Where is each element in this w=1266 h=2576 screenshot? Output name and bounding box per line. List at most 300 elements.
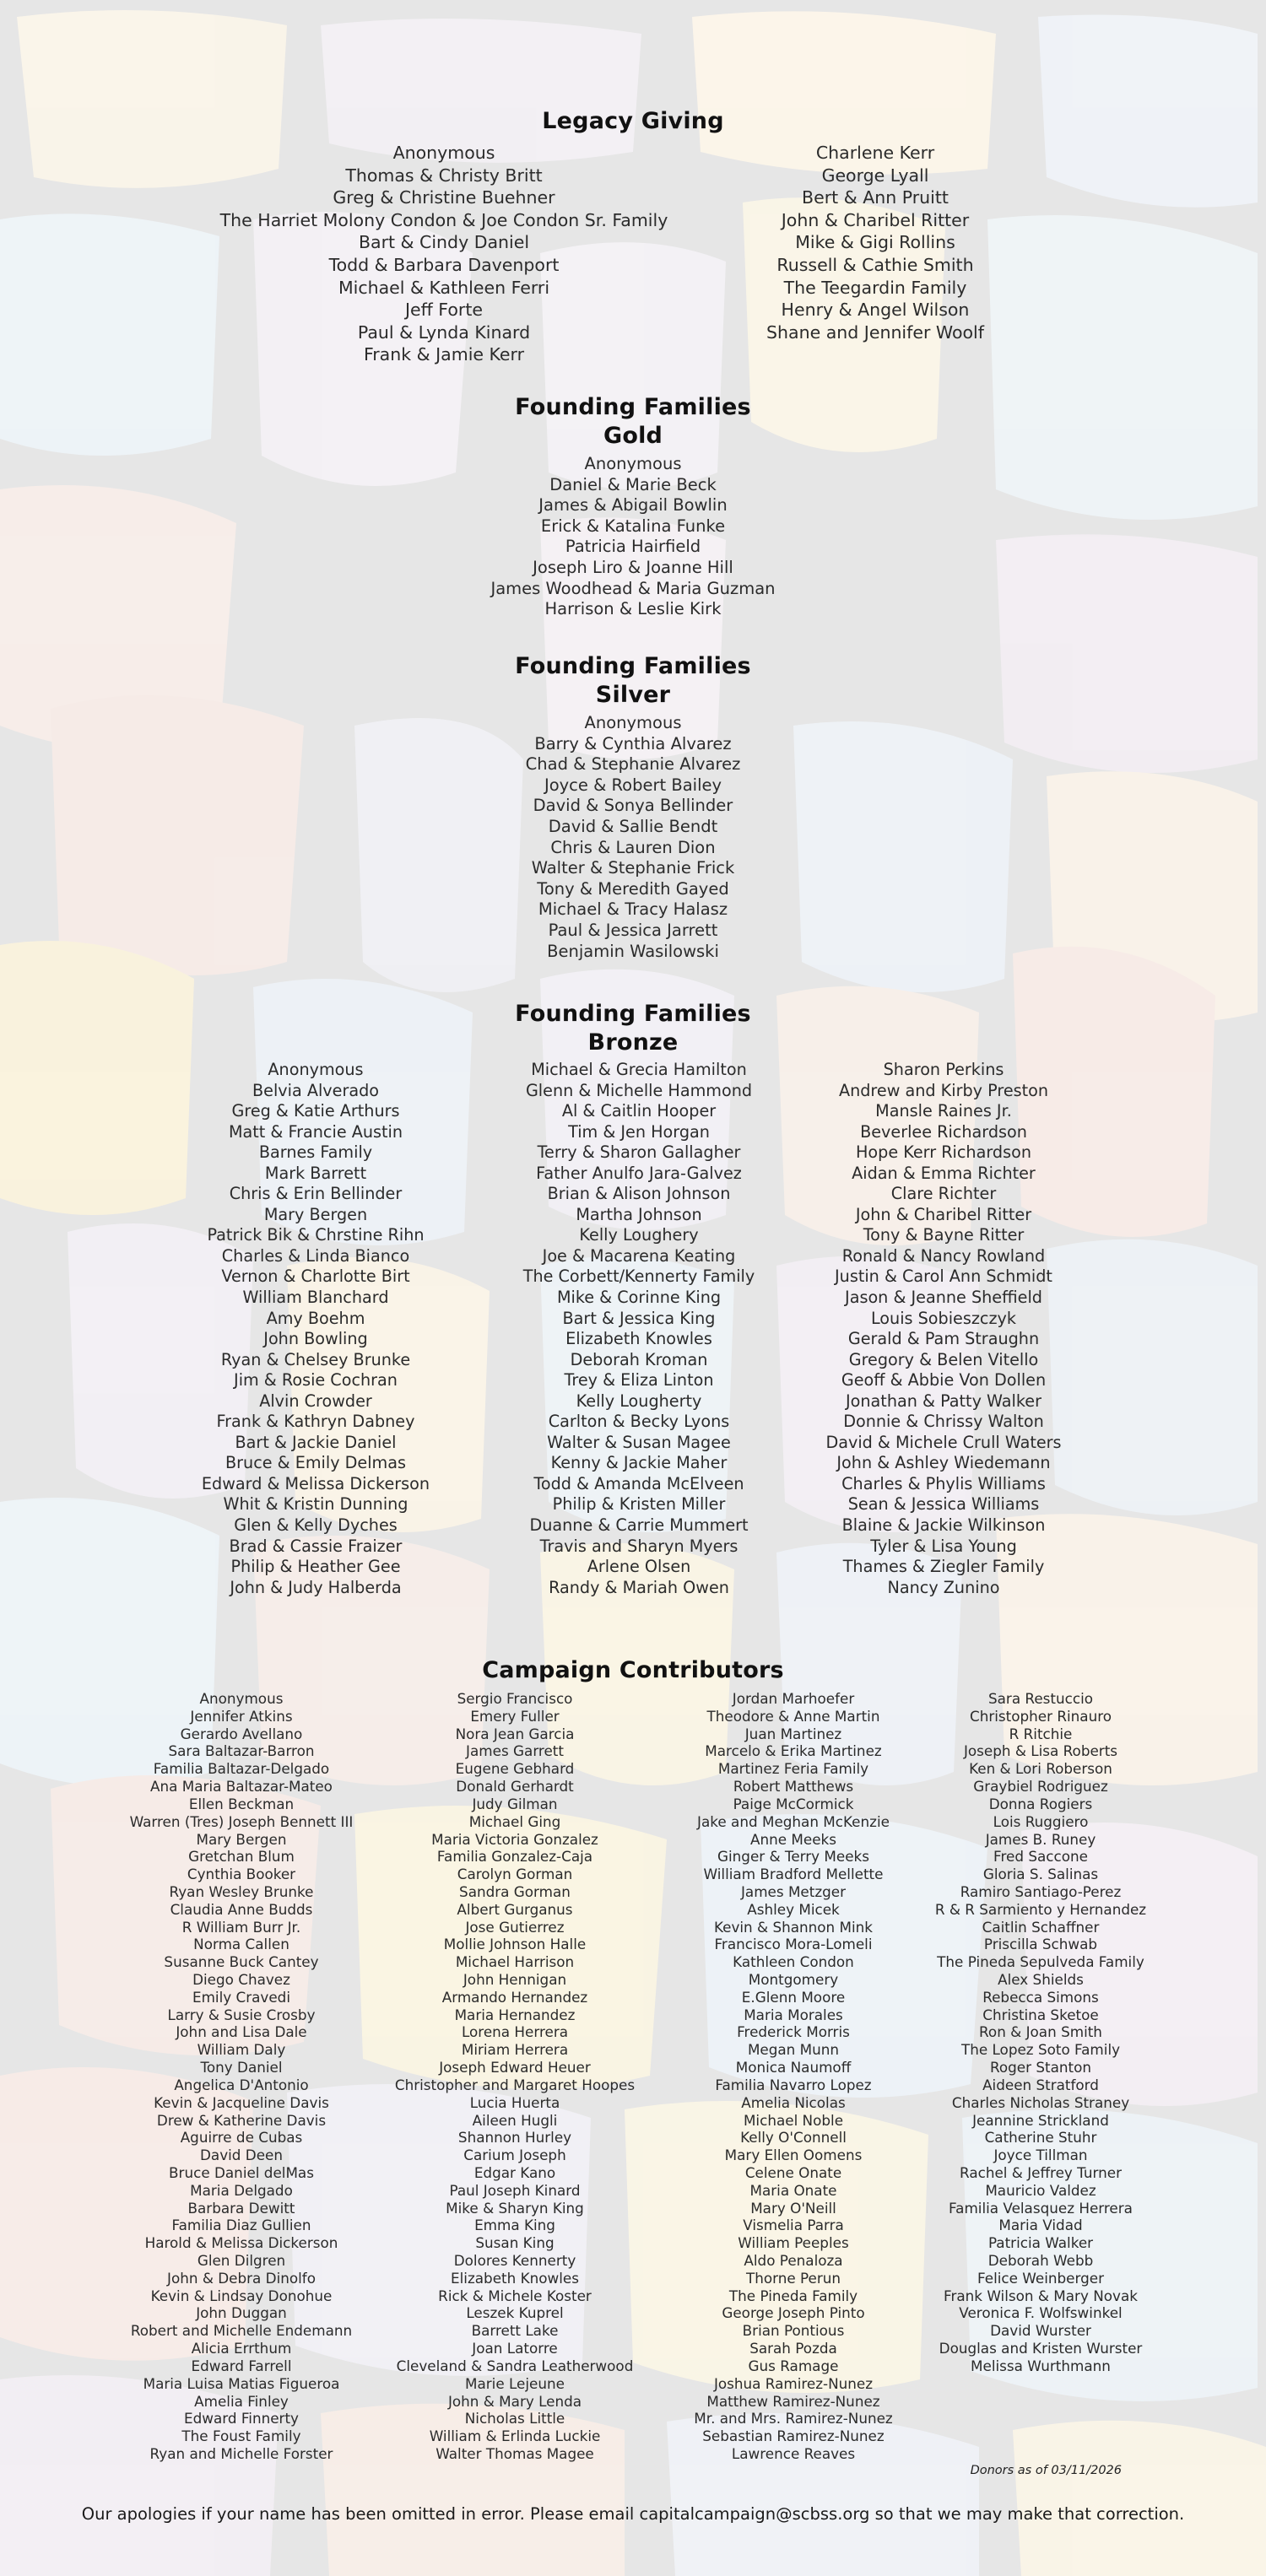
donor-name: John & Charibel Ritter <box>781 209 970 230</box>
donor-name: Kathleen Condon <box>733 1953 854 1971</box>
donor-name: Vismelia Parra <box>743 2217 844 2234</box>
donor-name: Dolores Kennerty <box>453 2252 576 2269</box>
donor-name: Roger Stanton <box>989 2059 1092 2076</box>
donor-name: Joyce & Robert Bailey <box>544 775 722 795</box>
donor-name: Familia Navarro Lopez <box>715 2076 872 2093</box>
donor-name: Brian & Alison Johnson <box>547 1184 731 1204</box>
donor-name: Thames & Ziegler Family <box>842 1557 1045 1577</box>
donor-name: Familia Baltazar-Delgado <box>153 1760 330 1778</box>
donor-name: Alex Shields <box>998 1971 1084 1988</box>
donor-name: Michael & Kathleen Ferri <box>338 277 550 298</box>
donor-name: Glen & Kelly Dyches <box>234 1515 398 1536</box>
donor-name: Familia Velasquez Herrera <box>949 2199 1133 2217</box>
campaign-column-2 <box>367 1690 663 2463</box>
donor-name: Barrett Lake <box>471 2322 559 2340</box>
donor-name: Familia Diaz Gullien <box>171 2217 311 2234</box>
donor-name: Todd & Amanda McElveen <box>533 1473 744 1493</box>
donor-name: Cleveland & Sandra Leatherwood <box>396 2357 634 2374</box>
donor-name: Bert & Ann Pruitt <box>802 187 949 208</box>
donor-name: Maria Hernandez <box>454 2006 576 2023</box>
donor-name: Edward & Melissa Dickerson <box>201 1473 430 1493</box>
donor-name: Nora Jean Garcia <box>455 1725 575 1742</box>
donor-name: Priscilla Schwab <box>983 1936 1098 1953</box>
donor-name: Amelia Finley <box>194 2392 289 2410</box>
donor-name: Barbara Dewitt <box>187 2199 295 2217</box>
donor-name: The Harriet Molony Condon & Joe Condon Sr. Family <box>219 209 668 230</box>
donor-name: Mike & Corinne King <box>556 1288 722 1308</box>
donor-name: Mary Bergen <box>263 1204 368 1224</box>
donor-name: James Metzger <box>740 1882 847 1900</box>
donor-name: Joseph Edward Heuer <box>439 2059 591 2076</box>
donor-name: Aileen Hugli <box>472 2111 558 2129</box>
donor-name: Jose Gutierrez <box>465 1918 565 1936</box>
donor-name: Kelly Lougherty <box>576 1391 702 1411</box>
donor-name: The Pineda Sepulveda Family <box>937 1953 1144 1971</box>
donor-name: Jeff Forte <box>405 300 483 321</box>
donor-name: Joseph & Lisa Roberts <box>963 1742 1118 1760</box>
donor-name: Edward Farrell <box>191 2357 292 2374</box>
donor-name: Gretchan Blum <box>188 1848 295 1866</box>
donor-name: The Pineda Family <box>728 2287 858 2304</box>
donor-name: Caitlin Schaffner <box>982 1918 1100 1936</box>
donor-name: Joe & Macarena Keating <box>542 1245 736 1266</box>
donor-name: William Peeples <box>738 2234 849 2252</box>
donor-name: Harrison & Leslie Kirk <box>544 599 722 619</box>
donor-name: Gloria S. Salinas <box>982 1866 1099 1883</box>
donor-name: Blaine & Jackie Wilkinson <box>841 1515 1046 1536</box>
donor-name: Bart & Jackie Daniel <box>235 1432 397 1452</box>
donor-name: Thorne Perun <box>745 2269 841 2287</box>
donor-name: Jennifer Atkins <box>190 1707 293 1725</box>
donor-name: Donna Rogiers <box>988 1795 1093 1812</box>
donor-name: Paul & Jessica Jarrett <box>548 920 718 940</box>
donor-name: John and Lisa Dale <box>176 2023 307 2041</box>
donor-name: Melissa Wurthmann <box>971 2357 1111 2374</box>
gold-heading-line2: Gold <box>603 423 663 449</box>
donor-name: David & Sonya Bellinder <box>533 796 733 816</box>
donor-name: Mike & Sharyn King <box>446 2199 584 2217</box>
donor-name: Maria Onate <box>749 2181 837 2199</box>
donor-name: Belvia Alverado <box>252 1080 380 1100</box>
donor-name: Ryan Wesley Brunke <box>169 1882 314 1900</box>
donor-name: Norma Callen <box>193 1936 289 1953</box>
donor-name: Mollie Johnson Halle <box>443 1936 587 1953</box>
donor-name: Drew & Katherine Davis <box>156 2111 327 2129</box>
bronze-column-2 <box>495 1060 782 1598</box>
donor-name: Charles & Linda Bianco <box>221 1245 410 1266</box>
donor-name: Mansle Raines Jr. <box>875 1101 1012 1121</box>
campaign-column-3 <box>675 1690 912 2463</box>
donor-name: Christopher Rinauro <box>969 1707 1112 1725</box>
donor-name: The Foust Family <box>181 2427 301 2445</box>
donor-name: John Hennigan <box>463 1971 567 1988</box>
silver-heading-line2: Silver <box>595 682 671 708</box>
donor-name: Tim & Jen Horgan <box>568 1121 710 1142</box>
donor-name: Clare Richter <box>890 1184 997 1204</box>
donor-name: R Ritchie <box>1009 1725 1073 1742</box>
donor-name: Sandra Gorman <box>459 1882 571 1900</box>
donor-name: Charles Nicholas Straney <box>951 2093 1130 2111</box>
donor-name: Frederick Morris <box>737 2023 850 2041</box>
donor-name: Jim & Rosie Cochran <box>234 1370 398 1391</box>
donor-name: Alvin Crowder <box>259 1391 372 1411</box>
donor-name: Christopher and Margaret Hoopes <box>394 2076 636 2093</box>
donor-name: Gerald & Pam Straughn <box>847 1329 1040 1349</box>
donor-name: Paul Joseph Kinard <box>449 2181 581 2199</box>
donor-name: John & Debra Dinolfo <box>167 2269 316 2287</box>
omission-apology-footer: Our apologies if your name has been omitted in error. Please email capitalcampaign@scbss.org so that we may make that correction. <box>81 2504 1185 2524</box>
donor-name: Tyler & Lisa Young <box>870 1536 1017 1556</box>
donor-name: Ken & Lori Roberson <box>969 1760 1112 1778</box>
legacy-giving-heading: Legacy Giving <box>542 108 724 134</box>
donor-name: Ronald & Nancy Rowland <box>841 1245 1046 1266</box>
donor-name: Patricia Hairfield <box>565 537 701 557</box>
donor-name: Ginger & Terry Meeks <box>717 1848 869 1866</box>
donor-name: Ryan & Chelsey Brunke <box>220 1349 411 1369</box>
donor-name: Leszek Kuprel <box>466 2304 564 2322</box>
donor-name: Kenny & Jackie Maher <box>550 1453 728 1473</box>
donor-name: Harold & Melissa Dickerson <box>144 2234 338 2252</box>
donor-name: Emily Cravedi <box>192 1988 290 2006</box>
donor-name: Trey & Eliza Linton <box>564 1370 714 1391</box>
donor-name: Donald Gerhardt <box>456 1778 574 1796</box>
donor-name: Jonathan & Patty Walker <box>845 1391 1041 1411</box>
donor-name: Aldo Penaloza <box>744 2252 843 2269</box>
donor-name: Greg & Katie Arthurs <box>231 1101 400 1121</box>
donor-name: Elizabeth Knowles <box>565 1329 712 1349</box>
donor-name: Mary O'Neill <box>750 2199 836 2217</box>
donor-name: Philip & Kristen Miller <box>552 1494 726 1515</box>
donor-name: Randy & Mariah Owen <box>549 1577 729 1597</box>
donor-name: Patrick Bik & Chrstine Rihn <box>207 1225 425 1245</box>
donor-name: Daniel & Marie Beck <box>549 474 717 494</box>
donor-name: Brian Pontious <box>742 2322 845 2340</box>
donor-name: John & Judy Halberda <box>230 1577 402 1597</box>
donor-name: Anonymous <box>584 454 682 473</box>
donor-name: John & Charibel Ritter <box>855 1204 1032 1224</box>
donor-name: James Garrett <box>466 1742 564 1760</box>
donors-as-of-note: Donors as of 03/11/2026 <box>970 2464 1122 2477</box>
donor-name: Donnie & Chrissy Walton <box>843 1412 1044 1432</box>
donor-name: Amelia Nicolas <box>741 2093 846 2111</box>
donor-name: Eugene Gebhard <box>455 1760 575 1778</box>
donor-name: Walter & Stephanie Frick <box>531 858 735 878</box>
donor-name: Celene Onate <box>744 2163 842 2181</box>
donor-name: E.Glenn Moore <box>741 1988 846 2006</box>
donor-name: Mauricio Valdez <box>985 2181 1096 2199</box>
donor-name: John Duggan <box>196 2304 287 2322</box>
donor-name: Juan Martinez <box>744 1725 842 1742</box>
donor-name: Anonymous <box>199 1690 284 1707</box>
donor-name: R William Burr Jr. <box>181 1918 301 1936</box>
donor-name: William & Erlinda Luckie <box>429 2427 601 2445</box>
donor-name: Lawrence Reaves <box>731 2444 856 2462</box>
donor-name: Felice Weinberger <box>977 2269 1104 2287</box>
donor-name: Gregory & Belen Vitello <box>848 1349 1039 1369</box>
donor-name: Joseph Liro & Joanne Hill <box>533 557 733 577</box>
donor-name: Lois Ruggiero <box>993 1812 1089 1830</box>
donor-name: Bart & Jessica King <box>562 1308 716 1328</box>
donor-name: Lorena Herrera <box>461 2023 568 2041</box>
donor-name: Martha Johnson <box>576 1204 702 1224</box>
donor-name: Kelly O'Connell <box>740 2129 847 2147</box>
donor-name: Tony & Meredith Gayed <box>537 878 729 899</box>
donor-name: Walter & Susan Magee <box>547 1432 731 1452</box>
donor-name: George Joseph Pinto <box>722 2304 865 2322</box>
donor-name: Robert and Michelle Endemann <box>130 2322 353 2340</box>
donor-name: Barry & Cynthia Alvarez <box>534 733 732 753</box>
donor-name: Cynthia Booker <box>187 1866 296 1883</box>
donor-name: Chris & Lauren Dion <box>550 837 716 857</box>
donor-name: Anonymous <box>584 713 682 732</box>
donor-name: The Corbett/Kennerty Family <box>522 1266 755 1287</box>
donor-name: Al & Caitlin Hooper <box>561 1101 717 1121</box>
donor-name: Anne Meeks <box>750 1830 836 1848</box>
donor-name: Mark Barrett <box>264 1163 367 1183</box>
donor-name: Deborah Webb <box>987 2252 1094 2269</box>
donor-name: Bruce & Emily Delmas <box>225 1453 406 1473</box>
donor-name: Michael & Grecia Hamilton <box>531 1060 747 1079</box>
donor-name: Ryan and Michelle Forster <box>149 2444 333 2462</box>
donor-name: Anonymous <box>268 1060 364 1079</box>
donor-name: Father Anulfo Jara-Galvez <box>536 1163 742 1183</box>
donor-name: Alicia Errthum <box>191 2340 292 2357</box>
donor-name: Andrew and Kirby Preston <box>838 1080 1049 1100</box>
donor-name: William Blanchard <box>242 1288 389 1308</box>
donor-name: Rachel & Jeffrey Turner <box>960 2163 1122 2181</box>
donor-name: Louis Sobieszczyk <box>870 1308 1017 1328</box>
donor-name: Susan King <box>475 2234 555 2252</box>
donor-name: Gerardo Avellano <box>180 1725 303 1742</box>
donor-name: Paul & Lynda Kinard <box>357 321 531 343</box>
donor-name: James & Abigail Bowlin <box>538 495 728 516</box>
donor-name: R & R Sarmiento y Hernandez <box>934 1900 1147 1918</box>
donor-name: Jordan Marhoefer <box>732 1690 855 1707</box>
donor-name: Edward Finnerty <box>184 2410 299 2427</box>
donor-name: Rebecca Simons <box>982 1988 1099 2006</box>
donor-name: Duanne & Carrie Mummert <box>529 1515 749 1536</box>
donor-name: Claudia Anne Budds <box>170 1900 313 1918</box>
donor-name: Mr. and Mrs. Ramirez-Nunez <box>694 2410 893 2427</box>
donor-name: Robert Matthews <box>733 1778 854 1796</box>
donor-name: Michael & Tracy Halasz <box>538 899 728 920</box>
donor-name: Diego Chavez <box>192 1971 290 1988</box>
donor-name: Benjamin Wasilowski <box>547 941 719 961</box>
legacy-left-column <box>191 142 697 366</box>
donor-name: Megan Munn <box>747 2041 840 2059</box>
donor-name: Walter Thomas Magee <box>436 2444 594 2462</box>
donor-name: Maria Vidad <box>998 2217 1083 2234</box>
donor-name: Glen Dilgren <box>197 2252 286 2269</box>
donor-name: Bruce Daniel delMas <box>169 2163 314 2181</box>
donor-name: Maria Delgado <box>190 2181 293 2199</box>
donor-name: Nancy Zunino <box>887 1577 1000 1597</box>
donor-name: Glenn & Michelle Hammond <box>525 1080 753 1100</box>
campaign-column-1 <box>106 1690 376 2463</box>
donor-name: Shane and Jennifer Woolf <box>766 321 984 343</box>
donor-name: Joyce Tillman <box>993 2147 1088 2164</box>
donor-name: Whit & Kristin Dunning <box>223 1494 408 1515</box>
donor-name: Chad & Stephanie Alvarez <box>525 754 741 775</box>
donor-name: Terry & Sharon Gallagher <box>537 1142 741 1163</box>
donor-name: Douglas and Kristen Wurster <box>939 2340 1143 2357</box>
donor-name: Ramiro Santiago-Perez <box>960 1882 1122 1900</box>
silver-names-column <box>422 713 844 962</box>
donor-name: John & Mary Lenda <box>447 2392 582 2410</box>
gold-names-column <box>422 454 844 620</box>
donor-name: Carlton & Becky Lyons <box>548 1412 730 1432</box>
donor-name: Aideen Stratford <box>982 2076 1099 2093</box>
donor-name: Theodore & Anne Martin <box>706 1707 880 1725</box>
donor-name: Ana Maria Baltazar-Mateo <box>150 1778 333 1796</box>
donor-name: Emery Fuller <box>470 1707 560 1725</box>
donor-name: Carolyn Gorman <box>457 1866 573 1883</box>
donor-name: Hope Kerr Richardson <box>856 1142 1031 1163</box>
donor-name: Maria Victoria Gonzalez <box>431 1830 598 1848</box>
donor-name: Vernon & Charlotte Birt <box>221 1266 410 1287</box>
donor-name: Ellen Beckman <box>188 1795 295 1812</box>
donor-name: Mary Bergen <box>196 1830 287 1848</box>
legacy-right-column <box>706 142 1044 343</box>
donor-name: James B. Runey <box>985 1830 1096 1848</box>
donor-name: Kevin & Shannon Mink <box>713 1918 874 1936</box>
donor-name: Graybiel Rodriguez <box>973 1778 1108 1796</box>
donor-name: Jake and Meghan McKenzie <box>697 1812 890 1830</box>
donor-name: Barnes Family <box>258 1142 373 1163</box>
donor-name: Armando Hernandez <box>441 1988 588 2006</box>
donor-name: George Lyall <box>821 165 929 186</box>
donor-name: William Bradford Mellette <box>703 1866 884 1883</box>
donor-name: Mike & Gigi Rollins <box>795 232 955 253</box>
donor-name: Montgomery <box>748 1971 839 1988</box>
donor-name: The Teegardin Family <box>783 277 967 298</box>
donor-name: Marcelo & Erika Martinez <box>705 1742 882 1760</box>
campaign-contributors-heading: Campaign Contributors <box>482 1657 784 1683</box>
donor-name: Jason & Jeanne Sheffield <box>845 1288 1042 1308</box>
donor-name: Bart & Cindy Daniel <box>358 232 530 253</box>
donor-name: Frank Wilson & Mary Novak <box>944 2287 1138 2304</box>
donor-name: Brad & Cassie Fraizer <box>229 1536 403 1556</box>
donor-name: Susanne Buck Cantey <box>164 1953 319 1971</box>
donor-name: Warren (Tres) Joseph Bennett III <box>129 1812 354 1830</box>
donor-name: John Bowling <box>263 1329 368 1349</box>
donor-name: Amy Boehm <box>266 1308 365 1328</box>
campaign-column-4 <box>914 1690 1167 2375</box>
donor-name: Veronica F. Wolfswinkel <box>959 2304 1123 2322</box>
donor-name: Tony Daniel <box>200 2059 283 2076</box>
donor-name: Joan Latorre <box>472 2340 558 2357</box>
donor-name: Henry & Angel Wilson <box>781 300 970 321</box>
silver-heading-line1: Founding Families <box>515 653 751 679</box>
donor-name: Sarah Pozda <box>749 2340 837 2357</box>
donor-name: Paige McCormick <box>733 1795 854 1812</box>
donor-name: Tony & Bayne Ritter <box>863 1225 1025 1245</box>
donor-name: Rick & Michele Koster <box>438 2287 592 2304</box>
donor-name: Miriam Herrera <box>461 2041 569 2059</box>
donor-name: Catherine Stuhr <box>984 2129 1097 2147</box>
donor-name: Chris & Erin Bellinder <box>229 1184 403 1204</box>
bronze-heading-line1: Founding Families <box>515 1001 751 1027</box>
donor-name: Patricia Walker <box>987 2234 1094 2252</box>
donor-name: Deborah Kroman <box>570 1349 708 1369</box>
donor-name: Michael Harrison <box>455 1953 575 1971</box>
donor-name: Charlene Kerr <box>815 143 935 163</box>
donor-name: Kelly Loughery <box>579 1225 699 1245</box>
donor-name: Michael Ging <box>468 1812 561 1830</box>
donor-name: David Deen <box>200 2147 283 2164</box>
gold-heading-line1: Founding Families <box>515 394 751 420</box>
donor-name: Sean & Jessica Williams <box>847 1494 1040 1515</box>
donor-name: Sara Baltazar-Barron <box>168 1742 315 1760</box>
donor-name: Familia Gonzalez-Caja <box>436 1848 593 1866</box>
donor-name: Larry & Susie Crosby <box>167 2006 316 2023</box>
donor-name: Arlene Olsen <box>587 1557 691 1577</box>
donor-name: Sergio Francisco <box>457 1690 573 1707</box>
donor-name: Fred Saccone <box>993 1848 1088 1866</box>
donor-name: Maria Luisa Matias Figueroa <box>143 2374 340 2392</box>
donor-name: Monica Naumoff <box>735 2059 852 2076</box>
donor-name: Francisco Mora-Lomeli <box>714 1936 873 1953</box>
donor-name: Elizabeth Knowles <box>451 2269 579 2287</box>
donor-name: Mary Ellen Oomens <box>724 2147 863 2164</box>
donor-name: Erick & Katalina Funke <box>540 516 726 536</box>
donor-name: Angelica D'Antonio <box>174 2076 309 2093</box>
donor-name: Aguirre de Cubas <box>180 2129 303 2147</box>
donor-name: Albert Gurganus <box>457 1900 573 1918</box>
donor-name: Aidan & Emma Richter <box>852 1163 1036 1183</box>
donor-name: Matthew Ramirez-Nunez <box>706 2392 880 2410</box>
donor-name: Travis and Sharyn Myers <box>539 1536 738 1556</box>
donor-name: Michael Noble <box>743 2111 844 2129</box>
donor-name: Sara Restuccio <box>987 1690 1094 1707</box>
donor-name: Sharon Perkins <box>883 1060 1004 1079</box>
donor-name: Sebastian Ramirez-Nunez <box>702 2427 885 2445</box>
donor-name: Thomas & Christy Britt <box>345 165 543 186</box>
donor-name: James Woodhead & Maria Guzman <box>490 578 776 598</box>
donor-name: Ron & Joan Smith <box>979 2023 1102 2041</box>
donor-name: Frank & Jamie Kerr <box>363 344 525 365</box>
donor-name: Matt & Francie Austin <box>228 1121 403 1142</box>
donor-name: Christina Sketoe <box>982 2006 1099 2023</box>
donor-name: The Lopez Soto Family <box>960 2041 1121 2059</box>
donor-name: Emma King <box>474 2217 555 2234</box>
donor-name: Maria Morales <box>744 2006 843 2023</box>
donor-name: Shannon Hurley <box>457 2129 572 2147</box>
donor-name: Nicholas Little <box>464 2410 565 2427</box>
donor-name: Frank & Kathryn Dabney <box>216 1412 415 1432</box>
donor-name: Anonymous <box>392 143 495 163</box>
donor-name: Kevin & Jacqueline Davis <box>154 2093 329 2111</box>
donor-name: David & Sallie Bendt <box>548 816 718 836</box>
donor-name: Todd & Barbara Davenport <box>328 254 560 275</box>
donor-name: Lucia Huerta <box>469 2093 560 2111</box>
donor-name: Edgar Kano <box>473 2163 556 2181</box>
bronze-column-3 <box>817 1060 1070 1598</box>
donor-name: Ashley Micek <box>747 1900 840 1918</box>
donor-name: Charles & Phylis Williams <box>841 1473 1046 1493</box>
donor-name: Gus Ramage <box>748 2357 839 2374</box>
donor-name: Philip & Heather Gee <box>230 1557 401 1577</box>
donor-name: Greg & Christine Buehner <box>333 187 555 208</box>
donor-name: Jeannine Strickland <box>972 2111 1109 2129</box>
bronze-column-1 <box>189 1060 442 1598</box>
donor-name: Justin & Carol Ann Schmidt <box>835 1266 1052 1287</box>
donor-name: William Daly <box>197 2041 286 2059</box>
donor-name: Geoff & Abbie Von Dollen <box>841 1370 1047 1391</box>
donor-name: Martinez Feria Family <box>717 1760 869 1778</box>
donor-name: Carium Joseph <box>463 2147 566 2164</box>
donor-name: Marie Lejeune <box>465 2374 565 2392</box>
